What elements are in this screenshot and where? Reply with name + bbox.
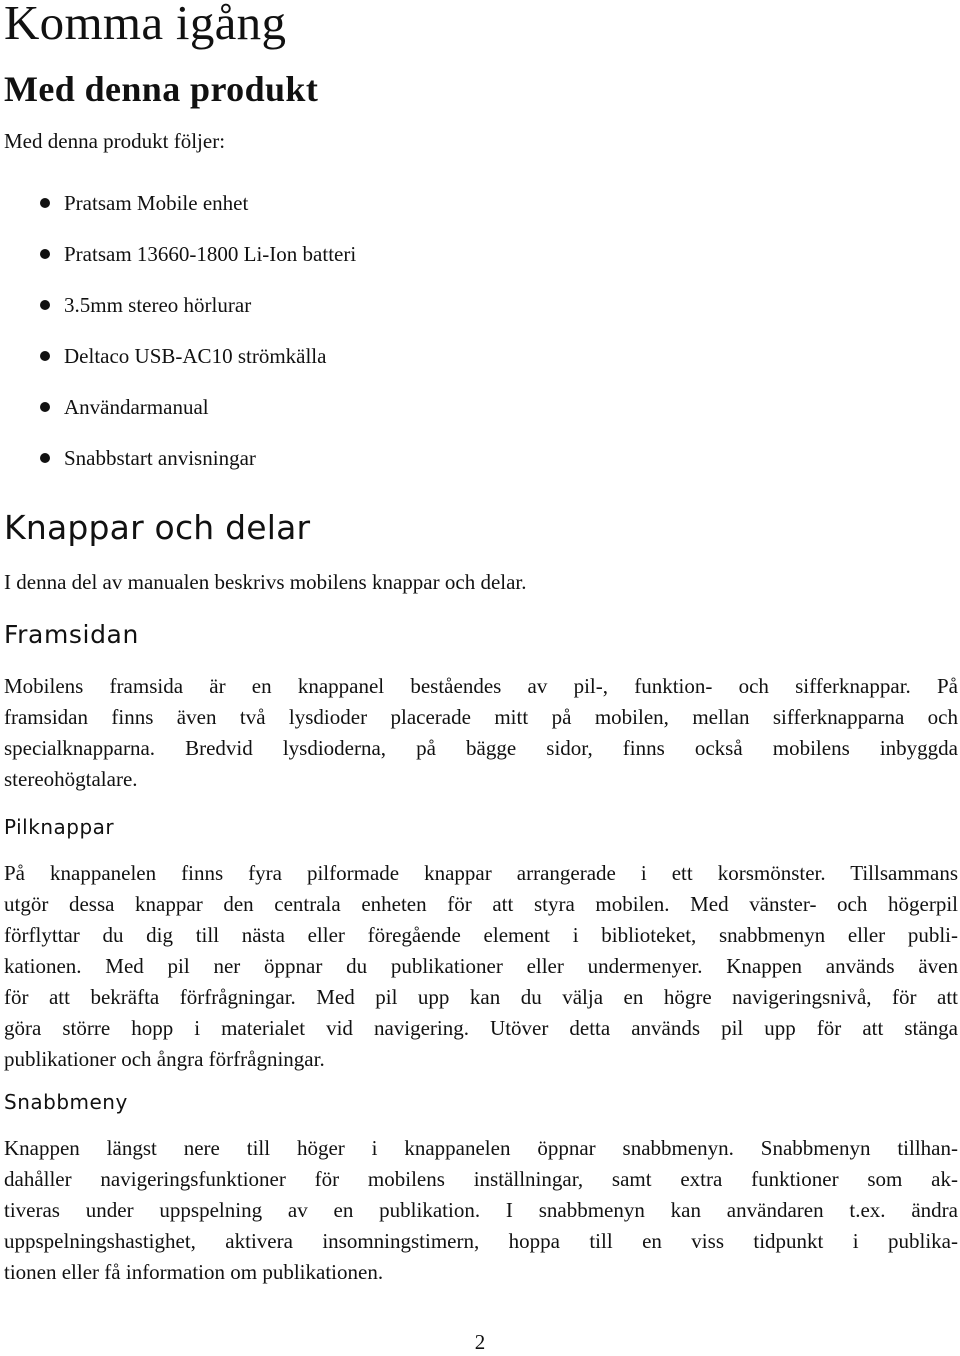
list-item-text: Pratsam Mobile enhet [64, 191, 249, 215]
paragraph-line: dahåller navigeringsfunktioner för mobilens inställningar, samt extra funktioner som ak- [4, 1167, 958, 1191]
buttons-intro: I denna del av manualen beskrivs mobilens knappar och delar. [4, 570, 527, 594]
subsection-heading-pilknappar: Pilknappar [4, 815, 115, 839]
page-title: Komma igång [4, 0, 287, 50]
subsection-heading-framsidan: Framsidan [4, 620, 139, 649]
list-item-text: 3.5mm stereo hörlurar [64, 293, 252, 317]
product-intro: Med denna produkt följer: [4, 129, 226, 153]
list-item-text: Användarmanual [64, 395, 209, 419]
framsidan-paragraph [4, 671, 958, 795]
paragraph-line: Mobilens framsida är en knappanel beståendes av pil-, funktion- och sifferknappar. På [4, 674, 958, 698]
list-item-text: Pratsam 13660-1800 Li-Ion batteri [64, 242, 357, 266]
paragraph-line: uppspelningshastighet, aktivera insomningstimern, hoppa till en viss tidpunkt i publika- [4, 1229, 958, 1253]
snabbmeny-paragraph [4, 1133, 958, 1288]
paragraph-line: tiveras under uppspelning av en publikation. I snabbmenyn kan användaren t.ex. ändra [4, 1198, 958, 1222]
bullet-icon [40, 453, 50, 463]
paragraph-line: göra större hopp i materialet vid navigering. Utöver detta används pil upp för att stänga [4, 1016, 958, 1040]
subsection-heading-snabbmeny: Snabbmeny [4, 1090, 128, 1114]
section-heading-buttons: Knappar och delar [4, 508, 311, 547]
paragraph-line: kationen. Med pil ner öppnar du publikationer eller undermenyer. Knappen används även [4, 954, 958, 978]
bullet-icon [40, 198, 50, 208]
paragraph-line: framsidan finns även två lysdioder placerade mitt på mobilen, mellan sifferknapparna och [4, 705, 958, 729]
paragraph-line: stereohögtalare. [4, 767, 138, 791]
paragraph-line: publikationer och ångra förfrågningar. [4, 1047, 325, 1071]
bullet-icon [40, 351, 50, 361]
paragraph-line: förflyttar du dig till nästa eller föregående element i biblioteket, snabbmenyn eller publi- [4, 923, 958, 947]
page-number: 2 [474, 1330, 486, 1354]
pilknappar-paragraph [4, 858, 958, 1075]
paragraph-line: tionen eller få information om publikationen. [4, 1260, 384, 1284]
bullet-icon [40, 300, 50, 310]
list-item-text: Snabbstart anvisningar [64, 446, 256, 470]
section-heading-product: Med denna produkt [4, 69, 319, 109]
bullet-icon [40, 249, 50, 259]
bullet-icon [40, 402, 50, 412]
paragraph-line: På knappanelen finns fyra pilformade knappar arrangerade i ett korsmönster. Tillsammans [4, 861, 958, 885]
paragraph-line: specialknapparna. Bredvid lysdioderna, på bägge sidor, finns också mobilens inbyggda [4, 736, 958, 760]
paragraph-line: Knappen längst nere till höger i knappanelen öppnar snabbmenyn. Snabbmenyn tillhan- [4, 1136, 958, 1160]
paragraph-line: utgör dessa knappar den centrala enheten för att styra mobilen. Med vänster- och högerpil [4, 892, 958, 916]
list-item-text: Deltaco USB-AC10 strömkälla [64, 344, 327, 368]
paragraph-line: för att bekräfta förfrågningar. Med pil upp kan du välja en högre navigeringsnivå, för att [4, 985, 958, 1009]
